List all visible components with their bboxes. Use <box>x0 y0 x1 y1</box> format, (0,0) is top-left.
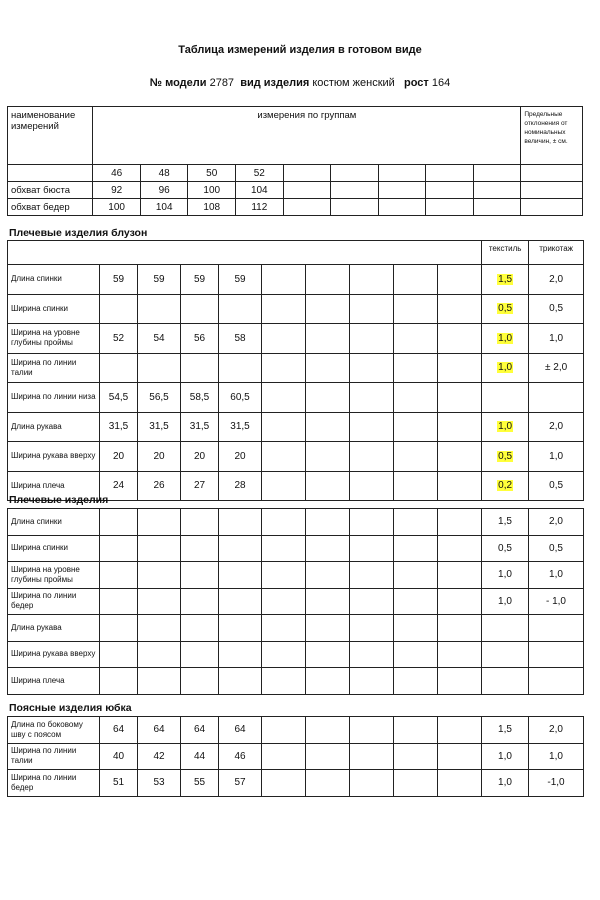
height-label: рост <box>403 77 429 89</box>
empty-cell <box>438 324 482 354</box>
empty-cell <box>262 535 306 562</box>
empty-cell <box>262 265 306 295</box>
knit-tolerance: 0,5 <box>529 471 584 501</box>
value-cell: 59 <box>100 265 138 295</box>
table-row <box>8 442 584 472</box>
textile-tolerance: 1,0 <box>482 562 529 589</box>
col-knit: трикотаж <box>529 241 584 265</box>
empty-cell <box>219 615 262 642</box>
empty-cell <box>306 265 350 295</box>
table-row <box>8 770 584 797</box>
table-row <box>8 717 584 744</box>
name-header: наименование измерений <box>8 107 93 165</box>
highlighted-value: 1,0 <box>498 362 513 374</box>
empty-cell <box>262 383 306 413</box>
empty-cell <box>306 383 350 413</box>
empty-cell <box>438 641 482 668</box>
empty-cell <box>438 668 482 695</box>
empty-cell <box>394 770 438 797</box>
value-cell <box>181 294 219 324</box>
highlighted-value: 0,5 <box>498 303 513 315</box>
empty-cell <box>350 265 394 295</box>
knit-tolerance: 1,0 <box>529 562 584 589</box>
knit-tolerance <box>529 615 584 642</box>
table-row <box>8 383 584 413</box>
value-cell: 108 <box>188 199 236 216</box>
row-label: Ширина рукава вверху <box>8 641 100 668</box>
table-row <box>8 509 584 536</box>
empty-cell <box>350 615 394 642</box>
empty-cell <box>350 641 394 668</box>
empty-cell <box>262 324 306 354</box>
empty-cell <box>438 535 482 562</box>
shoulder-heading: Плечевые изделия <box>9 494 109 506</box>
row-label: Длина спинки <box>8 265 100 295</box>
highlighted-value: 1,5 <box>498 273 513 285</box>
row-label: Ширина спинки <box>8 294 100 324</box>
empty-cell <box>394 353 438 383</box>
highlighted-value: 1,0 <box>498 421 513 433</box>
value-cell: 53 <box>138 770 181 797</box>
groups-table <box>7 106 583 216</box>
value-cell: 31,5 <box>138 412 181 442</box>
value-cell: 31,5 <box>219 412 262 442</box>
textile-tolerance: 1,0 <box>482 588 529 615</box>
empty-cell <box>378 182 426 199</box>
row-label: Ширина спинки <box>8 535 100 562</box>
row-label: Ширина по линии низа <box>8 383 100 413</box>
value-cell: 57 <box>219 770 262 797</box>
skirt-heading: Поясные изделия юбка <box>9 702 132 714</box>
table-row <box>8 265 584 295</box>
empty-cell <box>521 182 583 199</box>
value-cell: 40 <box>100 743 138 770</box>
empty-cell <box>438 471 482 501</box>
empty-cell <box>262 412 306 442</box>
size-cell: 48 <box>140 165 188 182</box>
empty-cell <box>394 615 438 642</box>
row-label: Ширина по линии талии <box>8 353 100 383</box>
value-cell: 54 <box>138 324 181 354</box>
knit-tolerance: -1,0 <box>529 770 584 797</box>
value-cell <box>138 353 181 383</box>
table-row <box>8 412 584 442</box>
textile-tolerance <box>482 353 529 383</box>
table-row <box>8 641 584 668</box>
empty-cell <box>100 588 138 615</box>
value-cell: 27 <box>181 471 219 501</box>
value-cell: 112 <box>236 199 284 216</box>
deviation-header: Предельные отклонения от номинальных величин, ± см. <box>521 107 583 165</box>
value-cell <box>138 294 181 324</box>
empty-cell <box>394 412 438 442</box>
knit-tolerance: 2,0 <box>529 412 584 442</box>
empty-cell <box>306 770 350 797</box>
empty-cell <box>350 535 394 562</box>
empty-cell <box>100 641 138 668</box>
model-label: № модели <box>149 77 207 89</box>
textile-tolerance <box>482 412 529 442</box>
row-label: Длина спинки <box>8 509 100 536</box>
value-cell: 64 <box>219 717 262 744</box>
knit-tolerance: ± 2,0 <box>529 353 584 383</box>
empty-cell <box>394 294 438 324</box>
empty-cell <box>219 588 262 615</box>
knit-tolerance: 2,0 <box>529 509 584 536</box>
empty-cell <box>473 199 521 216</box>
height-value: 164 <box>431 77 451 89</box>
empty-cell <box>100 615 138 642</box>
table-row <box>8 353 584 383</box>
empty-cell <box>394 442 438 472</box>
empty-cell <box>350 717 394 744</box>
empty-cell <box>350 509 394 536</box>
empty-cell <box>350 588 394 615</box>
value-cell: 100 <box>93 199 141 216</box>
empty-cell <box>219 562 262 589</box>
empty-cell <box>262 509 306 536</box>
value-cell: 58,5 <box>181 383 219 413</box>
model-value: 2787 <box>209 77 235 89</box>
empty-cell <box>350 383 394 413</box>
size-cell: 52 <box>236 165 284 182</box>
empty-cell <box>306 717 350 744</box>
empty-cell <box>138 535 181 562</box>
textile-tolerance <box>482 265 529 295</box>
empty-cell <box>473 165 521 182</box>
empty-cell <box>181 509 219 536</box>
blouse-heading: Плечевые изделия блузон <box>9 227 148 239</box>
empty-cell <box>394 743 438 770</box>
value-cell: 100 <box>188 182 236 199</box>
knit-tolerance: - 1,0 <box>529 588 584 615</box>
empty-cell <box>262 442 306 472</box>
empty-cell <box>262 615 306 642</box>
table-row <box>8 743 584 770</box>
empty-cell <box>426 199 474 216</box>
empty-cell <box>306 535 350 562</box>
value-cell: 59 <box>181 265 219 295</box>
groups-header: измерения по группам <box>93 107 521 165</box>
empty-cell <box>521 165 583 182</box>
empty-cell <box>181 615 219 642</box>
knit-tolerance: 1,0 <box>529 743 584 770</box>
textile-tolerance: 1,5 <box>482 509 529 536</box>
value-cell: 104 <box>140 199 188 216</box>
textile-tolerance <box>482 383 529 413</box>
empty-cell <box>219 641 262 668</box>
value-cell: 60,5 <box>219 383 262 413</box>
col-textile: текстиль <box>482 241 529 265</box>
table-row <box>8 199 583 216</box>
value-cell: 59 <box>138 265 181 295</box>
empty-cell <box>426 165 474 182</box>
empty-cell <box>438 588 482 615</box>
empty-cell <box>283 182 331 199</box>
empty-cell <box>8 165 93 182</box>
empty-cell <box>350 412 394 442</box>
knit-tolerance: 0,5 <box>529 294 584 324</box>
empty-cell <box>138 641 181 668</box>
value-cell <box>219 294 262 324</box>
value-cell: 31,5 <box>100 412 138 442</box>
value-cell: 56,5 <box>138 383 181 413</box>
row-label: Ширина на уровне глубины проймы <box>8 562 100 589</box>
value-cell: 20 <box>219 442 262 472</box>
empty-cell <box>306 743 350 770</box>
empty-cell <box>394 717 438 744</box>
empty-cell <box>100 562 138 589</box>
value-cell: 58 <box>219 324 262 354</box>
value-cell: 28 <box>219 471 262 501</box>
empty-cell <box>306 324 350 354</box>
value-cell: 64 <box>181 717 219 744</box>
empty-cell <box>438 562 482 589</box>
empty-cell <box>181 668 219 695</box>
value-cell: 54,5 <box>100 383 138 413</box>
empty-cell <box>438 770 482 797</box>
empty-cell <box>378 165 426 182</box>
empty-cell <box>394 324 438 354</box>
empty-cell <box>100 509 138 536</box>
empty-cell <box>262 588 306 615</box>
value-cell: 52 <box>100 324 138 354</box>
row-label: Ширина рукава вверху <box>8 442 100 472</box>
empty-cell <box>331 199 379 216</box>
empty-cell <box>350 471 394 501</box>
empty-cell <box>438 743 482 770</box>
table-row <box>8 182 583 199</box>
value-cell: 56 <box>181 324 219 354</box>
skirt-table <box>7 716 584 797</box>
empty-cell <box>181 562 219 589</box>
empty-cell <box>394 562 438 589</box>
shoulder-table <box>7 508 584 695</box>
textile-tolerance: 0,5 <box>482 535 529 562</box>
row-label: Длина рукава <box>8 412 100 442</box>
empty-cell <box>138 562 181 589</box>
empty-cell <box>306 509 350 536</box>
empty-cell <box>438 717 482 744</box>
row-label: Длина рукава <box>8 615 100 642</box>
empty-cell <box>138 668 181 695</box>
table-row <box>8 562 584 589</box>
empty-cell <box>350 770 394 797</box>
empty-cell <box>438 509 482 536</box>
empty-cell <box>394 383 438 413</box>
knit-tolerance: 0,5 <box>529 535 584 562</box>
empty-cell <box>306 412 350 442</box>
empty-cell <box>350 294 394 324</box>
textile-tolerance: 1,5 <box>482 717 529 744</box>
empty-cell <box>262 770 306 797</box>
empty-cell <box>306 471 350 501</box>
value-cell: 64 <box>138 717 181 744</box>
knit-tolerance: 1,0 <box>529 324 584 354</box>
value-cell: 42 <box>138 743 181 770</box>
empty-cell <box>426 182 474 199</box>
empty-cell <box>283 165 331 182</box>
value-cell: 104 <box>236 182 284 199</box>
value-cell: 51 <box>100 770 138 797</box>
table-row <box>8 615 584 642</box>
row-label: Ширина по линии бедер <box>8 770 100 797</box>
textile-tolerance <box>482 615 529 642</box>
row-label: Ширина по линии бедер <box>8 588 100 615</box>
value-cell: 92 <box>93 182 141 199</box>
empty-cell <box>181 641 219 668</box>
knit-tolerance <box>529 668 584 695</box>
empty-cell <box>350 442 394 472</box>
value-cell: 64 <box>100 717 138 744</box>
value-cell: 55 <box>181 770 219 797</box>
empty-cell <box>331 165 379 182</box>
row-label: Ширина на уровне глубины проймы <box>8 324 100 354</box>
size-cell: 46 <box>93 165 141 182</box>
row-label: Ширина плеча <box>8 471 100 501</box>
empty-cell <box>350 743 394 770</box>
empty-cell <box>306 588 350 615</box>
empty-cell <box>331 182 379 199</box>
empty-cell <box>350 562 394 589</box>
table-row <box>8 324 584 354</box>
row-label: обхват бедер <box>8 199 93 216</box>
textile-tolerance <box>482 641 529 668</box>
empty-cell <box>262 668 306 695</box>
value-cell: 20 <box>100 442 138 472</box>
empty-cell <box>262 471 306 501</box>
empty-cell <box>394 509 438 536</box>
empty-cell <box>394 641 438 668</box>
empty-cell <box>394 535 438 562</box>
textile-tolerance <box>482 294 529 324</box>
empty-cell <box>306 615 350 642</box>
knit-tolerance <box>529 383 584 413</box>
empty-cell <box>350 668 394 695</box>
knit-tolerance: 2,0 <box>529 265 584 295</box>
textile-tolerance <box>482 471 529 501</box>
empty-cell <box>394 668 438 695</box>
value-cell: 20 <box>138 442 181 472</box>
empty-cell <box>138 615 181 642</box>
empty-cell <box>394 265 438 295</box>
empty-cell <box>138 509 181 536</box>
empty-cell <box>262 353 306 383</box>
value-cell <box>219 353 262 383</box>
value-cell: 31,5 <box>181 412 219 442</box>
blouse-table <box>7 240 584 501</box>
empty-cell <box>262 717 306 744</box>
value-cell: 26 <box>138 471 181 501</box>
size-cell: 50 <box>188 165 236 182</box>
value-cell: 46 <box>219 743 262 770</box>
value-cell <box>100 294 138 324</box>
empty-cell <box>100 668 138 695</box>
empty-cell <box>306 562 350 589</box>
empty-cell <box>181 588 219 615</box>
table-row <box>8 294 584 324</box>
table-row <box>8 588 584 615</box>
value-cell <box>181 353 219 383</box>
empty-cell <box>521 199 583 216</box>
value-cell <box>100 353 138 383</box>
empty-cell <box>378 199 426 216</box>
empty-cell <box>283 199 331 216</box>
document-title: Таблица измерений изделия в готовом виде <box>178 44 422 56</box>
textile-tolerance: 1,0 <box>482 743 529 770</box>
empty-cell <box>262 562 306 589</box>
type-value: костюм женский <box>312 77 395 89</box>
knit-tolerance: 2,0 <box>529 717 584 744</box>
empty-cell <box>100 535 138 562</box>
value-cell: 24 <box>100 471 138 501</box>
textile-tolerance: 1,0 <box>482 770 529 797</box>
empty-cell <box>306 641 350 668</box>
type-label: вид изделия <box>240 77 310 89</box>
table-row <box>8 668 584 695</box>
empty-cell <box>262 641 306 668</box>
highlighted-value: 0,2 <box>498 480 513 492</box>
value-cell: 96 <box>140 182 188 199</box>
empty-cell <box>181 535 219 562</box>
empty-cell <box>262 294 306 324</box>
empty-cell <box>219 668 262 695</box>
empty-cell <box>394 588 438 615</box>
empty-cell <box>306 353 350 383</box>
model-line <box>0 77 600 89</box>
knit-tolerance <box>529 641 584 668</box>
empty-cell <box>394 471 438 501</box>
knit-tolerance: 1,0 <box>529 442 584 472</box>
row-label: Ширина по линии талии <box>8 743 100 770</box>
row-label: Ширина плеча <box>8 668 100 695</box>
row-label: Длина по боковому шву с поясом <box>8 717 100 744</box>
empty-cell <box>219 535 262 562</box>
sizes-row <box>8 165 583 182</box>
empty-cell <box>438 615 482 642</box>
empty-cell <box>438 383 482 413</box>
empty-cell <box>473 182 521 199</box>
textile-tolerance <box>482 324 529 354</box>
empty-cell <box>350 324 394 354</box>
highlighted-value: 1,0 <box>498 332 513 344</box>
row-label: обхват бюста <box>8 182 93 199</box>
value-cell: 44 <box>181 743 219 770</box>
empty-cell <box>438 353 482 383</box>
empty-cell <box>219 509 262 536</box>
textile-tolerance <box>482 668 529 695</box>
table-row <box>8 535 584 562</box>
empty-cell <box>262 743 306 770</box>
empty-cell <box>438 442 482 472</box>
value-cell: 20 <box>181 442 219 472</box>
empty-cell <box>306 442 350 472</box>
empty-cell <box>438 294 482 324</box>
textile-tolerance <box>482 442 529 472</box>
empty-cell <box>138 588 181 615</box>
empty-cell <box>306 294 350 324</box>
empty-cell <box>438 412 482 442</box>
value-cell: 59 <box>219 265 262 295</box>
empty-cell <box>306 668 350 695</box>
empty-cell <box>438 265 482 295</box>
empty-cell <box>350 353 394 383</box>
highlighted-value: 0,5 <box>498 450 513 462</box>
